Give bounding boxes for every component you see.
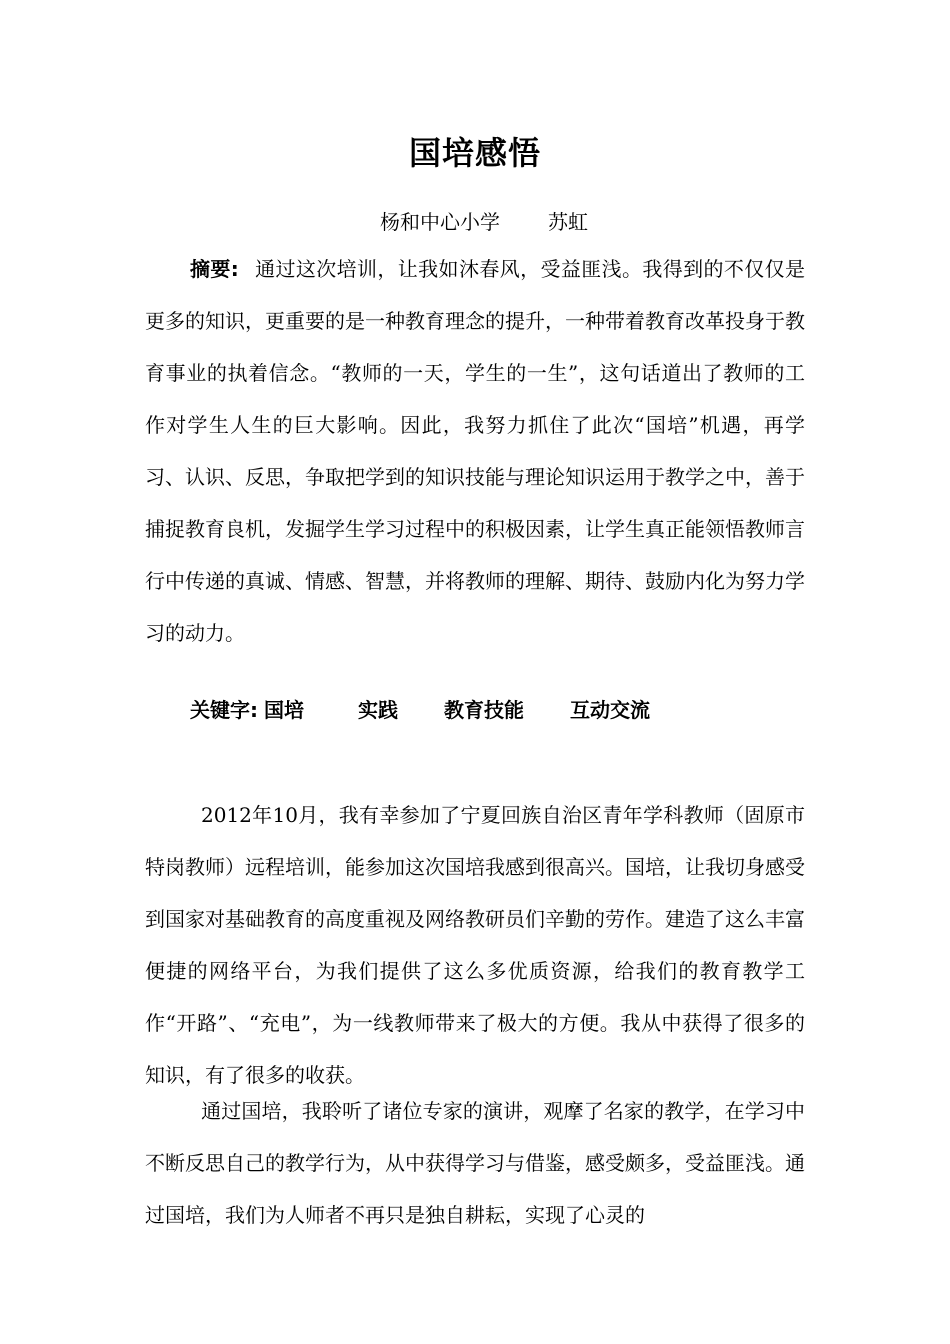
author-name: 苏虹 [548, 210, 588, 234]
body-paragraph [145, 1085, 805, 1241]
keyword: 实践 [358, 698, 398, 722]
byline [380, 206, 588, 235]
keywords-line [190, 694, 650, 723]
keyword: 国培 [264, 698, 304, 722]
abstract-label: 摘要: [190, 257, 239, 281]
abstract-text: 通过这次培训，让我如沐春风，受益匪浅。我得到的不仅仅是更多的知识，更重要的是一种教育理念的提升，一种带着教育改革投身于教育事业的执着信念。“教师的一天，学生的一生”，这句话道出了教师的工作对学生人生的巨大影响。因此，我努力抓住了此次“国培”机遇，再学习、认识、反思，争取把学到的知识技能与理论知识运用于教学之中，善于捕捉教育良机，发掘学生学习过程中的积极因素，让学生真正能领悟教师言行中传递的真诚、情感、智慧，并将教师的理解、期待、鼓励内化为努力学习的动力。 [145, 257, 806, 645]
paragraph-text: 通过国培，我聆听了诸位专家的演讲，观摩了名家的教学，在学习中不断反思自己的教学行为，从中获得学习与借鉴，感受颇多，受益匪浅。通过国培，我们为人师者不再只是独自耕耘，实现了心灵的 [145, 1099, 805, 1227]
keywords-label: 关键字: [190, 698, 258, 722]
keyword: 互动交流 [570, 698, 650, 722]
school-name: 杨和中心小学 [380, 210, 500, 234]
document-title: 国培感悟 [408, 134, 541, 172]
paragraph-text: 2012年10月，我有幸参加了宁夏回族自治区青年学科教师（固原市特岗教师）远程培训，能参加这次国培我感到很高兴。国培，让我切身感受到国家对基础教育的高度重视及网络教研员们辛勤的劳作。建造了这么丰富便捷的网络平台，为我们提供了这么多优质资源，给我们的教育教学工作“开路”、“充电”，为一线教师带来了极大的方便。我从中获得了很多的知识，有了很多的收获。 [145, 803, 805, 1087]
keyword: 教育技能 [444, 698, 524, 722]
body-paragraph [145, 789, 805, 1101]
abstract-paragraph [145, 243, 805, 659]
